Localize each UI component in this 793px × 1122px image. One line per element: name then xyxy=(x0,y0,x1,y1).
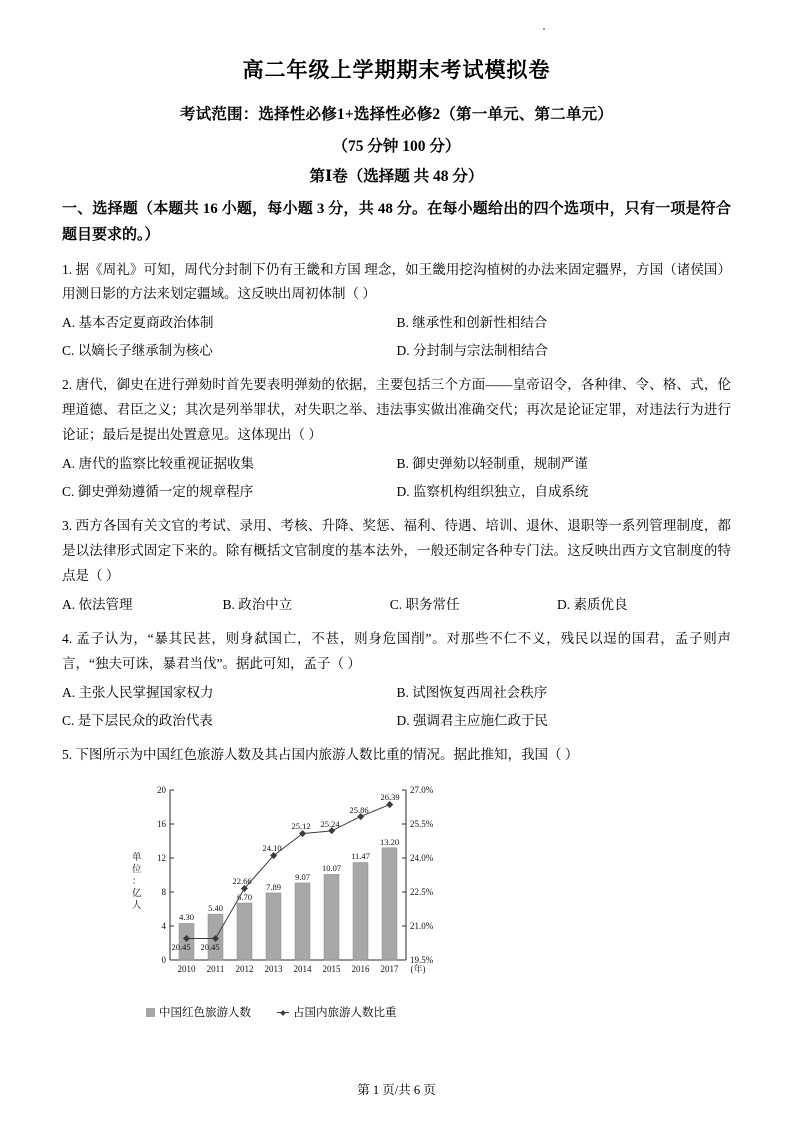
svg-text:2016: 2016 xyxy=(351,963,370,974)
svg-text:22.66: 22.66 xyxy=(232,875,252,886)
exam-part-heading: 第Ⅰ卷（选择题 共 48 分） xyxy=(309,168,484,185)
svg-text:6.70: 6.70 xyxy=(237,891,252,902)
svg-text:10.07: 10.07 xyxy=(321,862,342,873)
svg-text:20.45: 20.45 xyxy=(171,941,191,952)
question-3-text: 3. 西方各国有关文官的考试、录用、考核、升降、奖惩、福利、待遇、培训、退休、退职等一系列管理制度，都是以法律形式固定下来的。除有概括文官制度的基本法外，一般还制定各种专门法。这反映出西方文官制度的特点是（ ） xyxy=(62,518,731,584)
svg-text:亿: 亿 xyxy=(132,888,142,899)
question-1-text: 1. 据《周礼》可知，周代分封制下仍有王畿和方国 理念，如王畿用挖沟植树的办法来固定疆界，方国（诸侯国）用测日影的方法来划定疆域。这反映出周初体制（ ） xyxy=(62,261,731,302)
svg-text:27.0%: 27.0% xyxy=(410,784,434,795)
svg-text:2017: 2017 xyxy=(380,963,399,974)
svg-text:9.07: 9.07 xyxy=(295,871,310,882)
legend-label-bar: 中国红色旅游人数 xyxy=(159,1006,251,1019)
chart-svg xyxy=(118,774,448,1002)
svg-text:2015: 2015 xyxy=(322,963,341,974)
svg-text:：: ： xyxy=(132,876,142,887)
svg-text:人: 人 xyxy=(132,900,142,911)
question-4-options xyxy=(62,681,731,734)
question-5-text: 5. 下图所示为中国红色旅游人数及其占国内旅游人数比重的情况。据此推知，我国（ ） xyxy=(62,746,579,762)
svg-text:5.40: 5.40 xyxy=(208,902,223,913)
svg-text:位: 位 xyxy=(132,864,142,875)
svg-text:2011: 2011 xyxy=(206,963,225,974)
svg-text:4.30: 4.30 xyxy=(179,911,194,922)
option-2-D[interactable]: D. 监察机构组织独立，自成系统 xyxy=(396,484,589,500)
svg-text:2012: 2012 xyxy=(235,963,254,974)
svg-text:19.5%: 19.5% xyxy=(410,954,434,965)
svg-text:2010: 2010 xyxy=(177,963,196,974)
svg-text:25.12: 25.12 xyxy=(291,820,311,831)
legend-item-bars xyxy=(146,1004,251,1020)
question-2-options xyxy=(62,452,731,505)
question-3-options xyxy=(62,593,731,618)
legend-label-line: 占国内旅游人数比重 xyxy=(293,1006,397,1019)
option-2-C[interactable]: C. 御史弹劾遵循一定的规章程序 xyxy=(62,484,254,500)
section-heading: 一、选择题（本题共 16 小题，每小题 3 分，共 48 分。在每小题给出的四个选项中，只有一项是符合题目要求的。） xyxy=(62,201,731,244)
exam-scope: 考试范围：选择性必修1+选择性必修2（第一单元、第二单元） xyxy=(179,106,614,123)
svg-text:单: 单 xyxy=(132,852,142,863)
question-1-options xyxy=(62,311,731,364)
red-tourism-chart xyxy=(118,774,448,1002)
svg-text:20.45: 20.45 xyxy=(200,941,220,952)
option-4-C[interactable]: C. 是下层民众的政治代表 xyxy=(62,713,213,728)
svg-text:24.10: 24.10 xyxy=(262,842,282,853)
page-title: 高二年级上学期期末考试模拟卷 xyxy=(242,58,551,82)
page-footer: 第 1 页/共 6 页 xyxy=(357,1083,436,1097)
legend-swatch-line xyxy=(277,1012,289,1013)
legend-swatch-bar xyxy=(146,1008,155,1017)
svg-text:26.39: 26.39 xyxy=(380,791,400,802)
exam-duration: （75 分钟 100 分） xyxy=(332,138,461,155)
question-2-text: 2. 唐代，御史在进行弹劾时首先要表明弹劾的依据，主要包括三个方面——皇帝诏令，各种律、令、格、式，伦理道德、君臣之义；其次是列举罪状，对失职之举、违法事实做出准确交代；再次是论证定罪，对违法行为进行论证；最后是提出处置意见。这体现出（ ） xyxy=(62,377,731,443)
option-1-B[interactable]: B. 继承性和创新性相结合 xyxy=(396,315,548,331)
svg-text:(年): (年) xyxy=(410,963,426,974)
svg-text:24.0%: 24.0% xyxy=(410,852,434,863)
svg-text:2013: 2013 xyxy=(264,963,283,974)
svg-text:25.24: 25.24 xyxy=(320,818,340,829)
option-3-D[interactable]: D. 素质优良 xyxy=(557,597,628,613)
option-4-D[interactable]: D. 强调君主应施仁政于民 xyxy=(396,713,548,728)
svg-text:21.0%: 21.0% xyxy=(410,920,434,931)
page-dot-mark xyxy=(543,28,545,30)
option-4-A[interactable]: A. 主张人民掌握国家权力 xyxy=(62,685,214,701)
option-3-C[interactable]: C. 职务常任 xyxy=(389,597,460,613)
option-1-D[interactable]: D. 分封制与宗法制相结合 xyxy=(396,343,548,359)
svg-text:25.86: 25.86 xyxy=(349,804,369,815)
svg-text:8: 8 xyxy=(161,886,166,897)
svg-text:11.47: 11.47 xyxy=(351,850,370,861)
option-3-B[interactable]: B. 政治中立 xyxy=(222,597,293,613)
option-4-B[interactable]: B. 试图恢复西周社会秩序 xyxy=(396,685,548,701)
option-1-A[interactable]: A. 基本否定夏商政治体制 xyxy=(62,315,214,331)
option-2-A[interactable]: A. 唐代的监察比较重视证据收集 xyxy=(62,456,254,472)
svg-text:22.5%: 22.5% xyxy=(410,886,434,897)
svg-text:0: 0 xyxy=(161,954,166,965)
svg-text:7.89: 7.89 xyxy=(266,881,281,892)
svg-text:2014: 2014 xyxy=(293,963,312,974)
chart-legend xyxy=(146,1004,731,1020)
question-4-text: 4. 孟子认为，“暴其民甚，则身弑国亡，不甚，则身危国削”。对那些不仁不义，残民以逞的国君，孟子则声言，“独夫可诛，暴君当伐”。据此可知，孟子（ ） xyxy=(62,631,731,672)
svg-text:16: 16 xyxy=(157,818,166,829)
legend-item-line xyxy=(277,1004,397,1020)
svg-text:13.20: 13.20 xyxy=(379,836,400,847)
option-1-C[interactable]: C. 以嫡长子继承制为核心 xyxy=(62,343,213,359)
svg-text:4: 4 xyxy=(161,920,166,931)
option-2-B[interactable]: B. 御史弹劾以轻制重，规制严谨 xyxy=(396,456,588,472)
option-3-A[interactable]: A. 依法管理 xyxy=(62,597,133,613)
svg-text:25.5%: 25.5% xyxy=(410,818,434,829)
svg-text:12: 12 xyxy=(157,852,166,863)
svg-text:20: 20 xyxy=(157,784,166,795)
